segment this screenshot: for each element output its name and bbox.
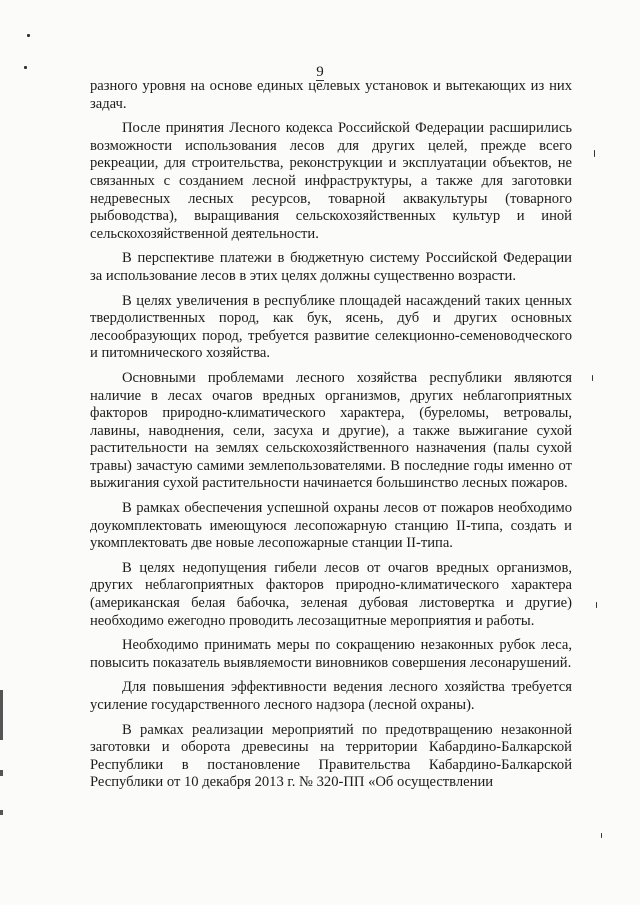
page-number: 9 — [316, 64, 324, 80]
scan-edge-mark — [0, 690, 3, 740]
paragraph: В рамках реализации мероприятий по предотвращению незаконной заготовки и оборота древесины на территории Кабардино-Балкарской Республики в постановление Правительства Кабардино-Балкарской Республики от 10 декабря 2013 г. № 320-ПП «Об осуществлении — [90, 721, 572, 791]
scan-speck — [601, 833, 602, 838]
paragraph: Необходимо принимать меры по сокращению незаконных рубок леса, повысить показатель выявляемости виновников совершения лесонарушений. — [90, 637, 572, 671]
scan-edge-mark — [0, 770, 3, 776]
document-body — [90, 78, 572, 799]
paragraph: В перспективе платежи в бюджетную систему Российской Федерации за использование лесов в этих целях должны существенно возрасти. — [90, 250, 572, 284]
scan-edge-mark — [0, 810, 3, 815]
scan-speck — [27, 34, 30, 37]
paragraph: После принятия Лесного кодекса Российской Федерации расширились возможности использования лесов для других целей, прежде всего рекреации, для строительства, реконструкции и эксплуатации объектов, не связанных с созданием лесной инфраструктуры, а также для заготовки недревесных лесных ресурсов, товарной аквакультуры (товарного рыбоводства), выращивания сельскохозяйственных культур и иной сельскохозяйственной деятельности. — [90, 120, 572, 242]
scan-speck — [592, 375, 593, 381]
scan-speck — [594, 150, 595, 157]
paragraph: В рамках обеспечения успешной охраны лесов от пожаров необходимо доукомплектовать имеющуюся лесопожарную станцию II-типа, создать и укомплектовать две новые лесопожарные станции II-типа. — [90, 500, 572, 552]
paragraph: В целях недопущения гибели лесов от очагов вредных организмов, других неблагоприятных факторов природно-климатического характера (американская белая бабочка, зеленая дубовая листовертка и другие) необходимо ежегодно проводить лесозащитные мероприятия и работы. — [90, 559, 572, 629]
paragraph: Для повышения эффективности ведения лесного хозяйства требуется усиление государственного лесного надзора (лесной охраны). — [90, 679, 572, 713]
paragraph-continuation: разного уровня на основе единых целевых установок и вытекающих из них задач. — [90, 78, 572, 112]
paragraph: Основными проблемами лесного хозяйства республики являются наличие в лесах очагов вредных организмов, других неблагоприятных факторов природно-климатического характера, (буреломы, ветровалы, лавины, наводнения, сели, засуха и другие), а также выжигание сухой растительности на землях сельскохозяйственного назначения (палы сухой травы) зачастую самими землепользователями. В последние годы именно от выжигания сухой растительности начинается большинство лесных пожаров. — [90, 369, 572, 492]
scan-speck — [596, 602, 597, 608]
paragraph: В целях увеличения в республике площадей насаждений таких ценных твердолиственных пород, как бук, ясень, дуб и других основных лесообразующих пород, требуется развитие селекционно-семеноводческого и питомнического хозяйства. — [90, 292, 572, 362]
